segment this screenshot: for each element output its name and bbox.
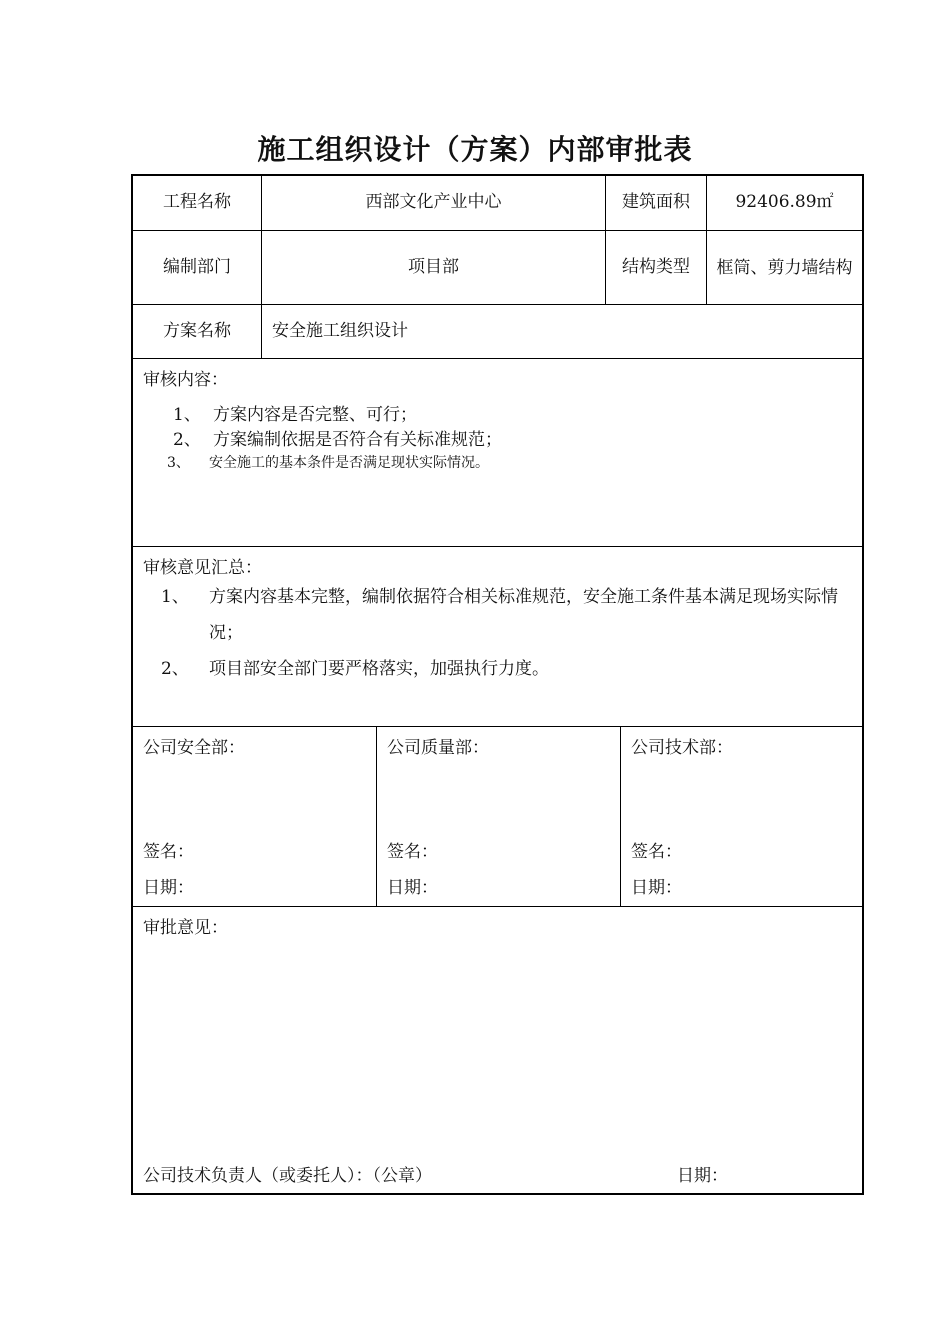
item-number: 1、	[161, 587, 189, 607]
list-item	[167, 452, 827, 472]
approval-label: 审批意见：	[143, 918, 228, 938]
item-text: 方案内容基本完整，编制依据符合相关标准规范，安全施工条件基本满足现场实际情况；	[209, 587, 838, 643]
approval-date: 日期：	[677, 1166, 728, 1186]
area-value[interactable]: 92406.89㎡	[735, 192, 834, 213]
item-number: 2、	[173, 430, 201, 450]
review-summary-label: 审核意见汇总：	[143, 558, 262, 578]
project-name-label: 工程名称	[133, 176, 262, 230]
dept-title: 公司安全部：	[143, 738, 245, 758]
list-item	[133, 579, 862, 651]
sign-label: 签名：	[387, 842, 438, 862]
item-text: 项目部安全部门要严格落实，加强执行力度。	[209, 659, 549, 679]
row-project-name	[133, 176, 862, 231]
review-content-section	[133, 359, 862, 547]
plan-name-value[interactable]: 安全施工组织设计	[272, 320, 408, 341]
row-plan-name	[133, 305, 862, 359]
item-text: 安全施工的基本条件是否满足现状实际情况。	[209, 455, 489, 471]
sign-label: 签名：	[143, 842, 194, 862]
dept-value[interactable]: 项目部	[262, 231, 606, 304]
project-name-value[interactable]: 西部文化产业中心	[262, 176, 606, 230]
review-content-label: 审核内容：	[143, 370, 228, 390]
date-label: 日期：	[631, 878, 682, 898]
list-item	[173, 425, 833, 450]
date-label: 日期：	[387, 878, 438, 898]
item-number: 3、	[167, 455, 190, 471]
dept-quality[interactable]	[377, 727, 621, 906]
departments-row	[133, 727, 862, 907]
list-item	[173, 400, 833, 425]
structure-value[interactable]: 框筒、剪力墙结构	[716, 257, 853, 278]
item-text: 方案编制依据是否符合有关标准规范；	[213, 430, 502, 450]
dept-label: 编制部门	[133, 231, 262, 304]
review-summary-list	[133, 579, 862, 687]
page-title: 施工组织设计（方案）内部审批表	[257, 133, 693, 166]
dept-title: 公司技术部：	[631, 738, 733, 758]
list-item	[133, 651, 862, 687]
approval-form	[131, 174, 864, 1195]
approval-section[interactable]	[133, 907, 862, 1193]
item-text: 方案内容是否完整、可行；	[213, 405, 417, 425]
area-label: 建筑面积	[606, 176, 707, 230]
sign-label: 签名：	[631, 842, 682, 862]
dept-title: 公司质量部：	[387, 738, 489, 758]
date-label: 日期：	[143, 878, 194, 898]
structure-label: 结构类型	[606, 231, 707, 304]
dept-safety[interactable]	[133, 727, 377, 906]
approval-signer: 公司技术负责人（或委托人）：（公章）	[143, 1166, 432, 1186]
plan-name-label: 方案名称	[133, 305, 262, 358]
item-number: 1、	[173, 405, 201, 425]
item-number: 2、	[161, 659, 189, 679]
dept-technical[interactable]	[621, 727, 862, 906]
row-dept	[133, 231, 862, 305]
review-summary-section	[133, 547, 862, 727]
